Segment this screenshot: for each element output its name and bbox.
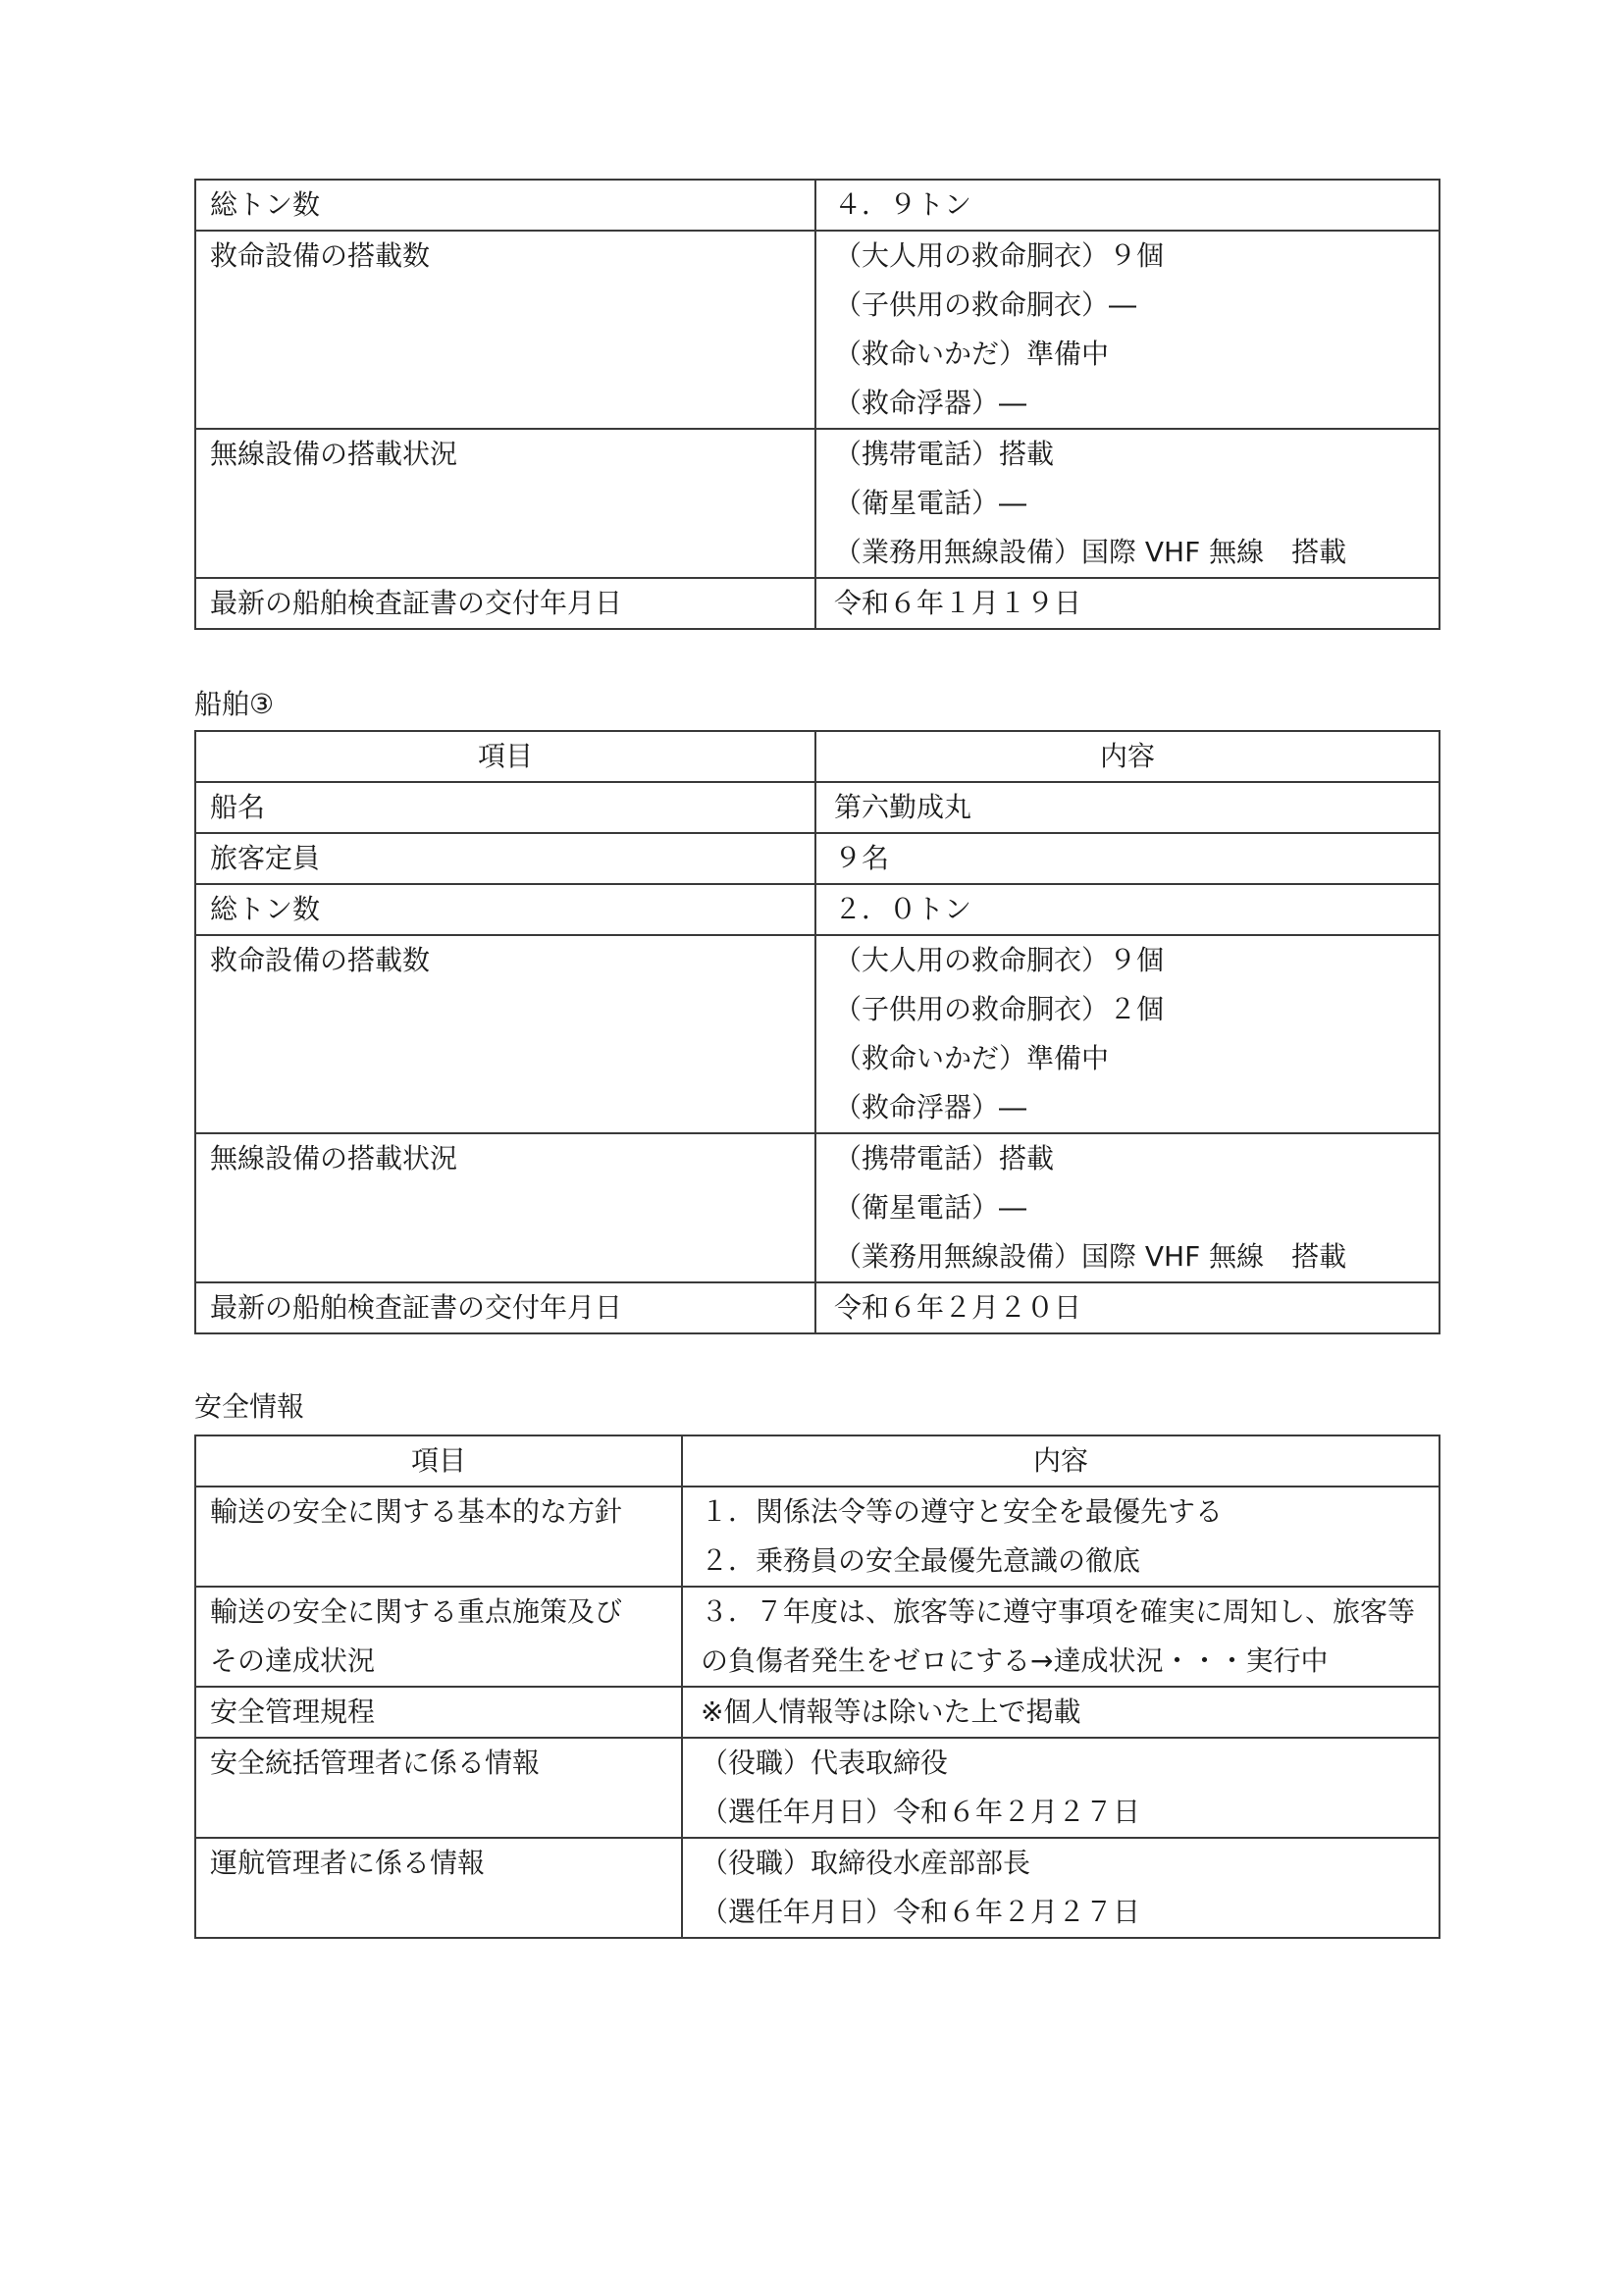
table-row: [195, 1487, 1440, 1587]
content-value: の負傷者発生をゼロにする→達成状況・・・実行中: [701, 1644, 1329, 1677]
content-value: 第六勤成丸: [834, 791, 972, 823]
table-row: [195, 1587, 1440, 1687]
content-value: ４．９トン: [834, 188, 972, 221]
table-row: [195, 231, 1440, 429]
content-value: ３．７年度は、旅客等に遵守事項を確実に周知し、旅客等: [701, 1595, 1416, 1628]
section-heading-vessel-3: 船舶③: [194, 688, 275, 720]
column-header-content: 内容: [815, 731, 1440, 782]
item-cell: [195, 1133, 815, 1282]
item-label: 最新の船舶検査証書の交付年月日: [210, 587, 623, 619]
item-label: 無線設備の搭載状況: [210, 438, 458, 470]
item-cell: [195, 935, 815, 1133]
table-row: [195, 180, 1440, 231]
vessel-2-table-continued: [194, 179, 1440, 630]
table-row: [195, 1687, 1440, 1738]
content-value: （携帯電話）搭載: [834, 1142, 1055, 1174]
column-header-content: 内容: [682, 1435, 1440, 1487]
item-cell: [195, 1838, 682, 1938]
content-cell: [815, 782, 1440, 833]
content-cell: [682, 1687, 1440, 1738]
content-value: （救命いかだ）準備中: [834, 1042, 1110, 1074]
content-value: （衛星電話）―: [834, 1191, 1027, 1224]
content-cell: [815, 180, 1440, 231]
content-value: （役職）代表取締役: [701, 1747, 949, 1779]
item-label: 旅客定員: [210, 842, 321, 874]
item-cell: [195, 180, 815, 231]
content-value: １．関係法令等の遵守と安全を最優先する: [701, 1495, 1224, 1528]
content-cell: [682, 1838, 1440, 1938]
item-label: 安全統括管理者に係る情報: [210, 1747, 541, 1779]
content-value: （衛星電話）―: [834, 487, 1027, 519]
table-row: [195, 782, 1440, 833]
item-label: 最新の船舶検査証書の交付年月日: [210, 1291, 623, 1324]
item-cell: [195, 1282, 815, 1333]
content-value: （選任年月日）令和６年２月２７日: [701, 1896, 1141, 1928]
content-value: （子供用の救命胴衣）２個: [834, 993, 1165, 1025]
content-value: （選任年月日）令和６年２月２７日: [701, 1796, 1141, 1828]
item-cell: [195, 1738, 682, 1838]
content-cell: [682, 1487, 1440, 1587]
content-value: 令和６年２月２０日: [834, 1291, 1082, 1324]
item-label: 救命設備の搭載数: [210, 239, 431, 272]
safety-info-table: [194, 1435, 1440, 1939]
content-value: ※個人情報等は除いた上で掲載: [701, 1696, 1081, 1728]
content-value: ２．乗務員の安全最優先意識の徹底: [701, 1544, 1141, 1577]
table-row: [195, 1838, 1440, 1938]
item-cell: [195, 1587, 682, 1687]
content-cell: [815, 578, 1440, 629]
content-value: （業務用無線設備）国際 VHF 無線 搭載: [834, 536, 1347, 568]
item-cell: [195, 1687, 682, 1738]
item-cell: [195, 429, 815, 578]
content-cell: [682, 1587, 1440, 1687]
table-header-row: [195, 731, 1440, 782]
content-cell: [815, 833, 1440, 884]
item-label: 総トン数: [210, 188, 321, 221]
item-cell: [195, 833, 815, 884]
table-row: [195, 1133, 1440, 1282]
item-cell: [195, 884, 815, 935]
column-header-item: 項目: [195, 731, 815, 782]
item-label: 運航管理者に係る情報: [210, 1847, 486, 1879]
table-row: [195, 578, 1440, 629]
content-value: 令和６年１月１９日: [834, 587, 1082, 619]
content-value: （大人用の救命胴衣）９個: [834, 944, 1165, 976]
table-row: [195, 1282, 1440, 1333]
content-value: ９名: [834, 842, 890, 874]
content-cell: [815, 1133, 1440, 1282]
content-cell: [815, 231, 1440, 429]
content-value: （大人用の救命胴衣）９個: [834, 239, 1165, 272]
item-cell: [195, 578, 815, 629]
item-label: 安全管理規程: [210, 1696, 376, 1728]
table-row: [195, 1738, 1440, 1838]
item-label: 総トン数: [210, 893, 321, 925]
content-value: （救命浮器）―: [834, 1091, 1027, 1123]
content-value: （救命いかだ）準備中: [834, 338, 1110, 370]
item-label: 無線設備の搭載状況: [210, 1142, 458, 1174]
vessel-3-table: [194, 730, 1440, 1334]
table-row: [195, 935, 1440, 1133]
content-value: （役職）取締役水産部部長: [701, 1847, 1031, 1879]
item-cell: [195, 782, 815, 833]
content-cell: [815, 884, 1440, 935]
content-value: （業務用無線設備）国際 VHF 無線 搭載: [834, 1240, 1347, 1273]
item-cell: [195, 231, 815, 429]
content-value: （救命浮器）―: [834, 387, 1027, 419]
section-heading-safety-info: 安全情報: [194, 1390, 305, 1423]
table-row: [195, 429, 1440, 578]
item-label: 輸送の安全に関する基本的な方針: [210, 1495, 623, 1528]
item-label: 船名: [210, 791, 266, 823]
content-value: （携帯電話）搭載: [834, 438, 1055, 470]
content-value: （子供用の救命胴衣）―: [834, 288, 1137, 321]
table-row: [195, 833, 1440, 884]
content-value: ２．０トン: [834, 893, 972, 925]
item-label: 救命設備の搭載数: [210, 944, 431, 976]
item-cell: [195, 1487, 682, 1587]
content-cell: [815, 1282, 1440, 1333]
table-header-row: [195, 1435, 1440, 1487]
content-cell: [815, 935, 1440, 1133]
column-header-item: 項目: [195, 1435, 682, 1487]
content-cell: [682, 1738, 1440, 1838]
table-row: [195, 884, 1440, 935]
item-label: その達成状況: [210, 1644, 376, 1677]
content-cell: [815, 429, 1440, 578]
item-label: 輸送の安全に関する重点施策及び: [210, 1595, 623, 1628]
